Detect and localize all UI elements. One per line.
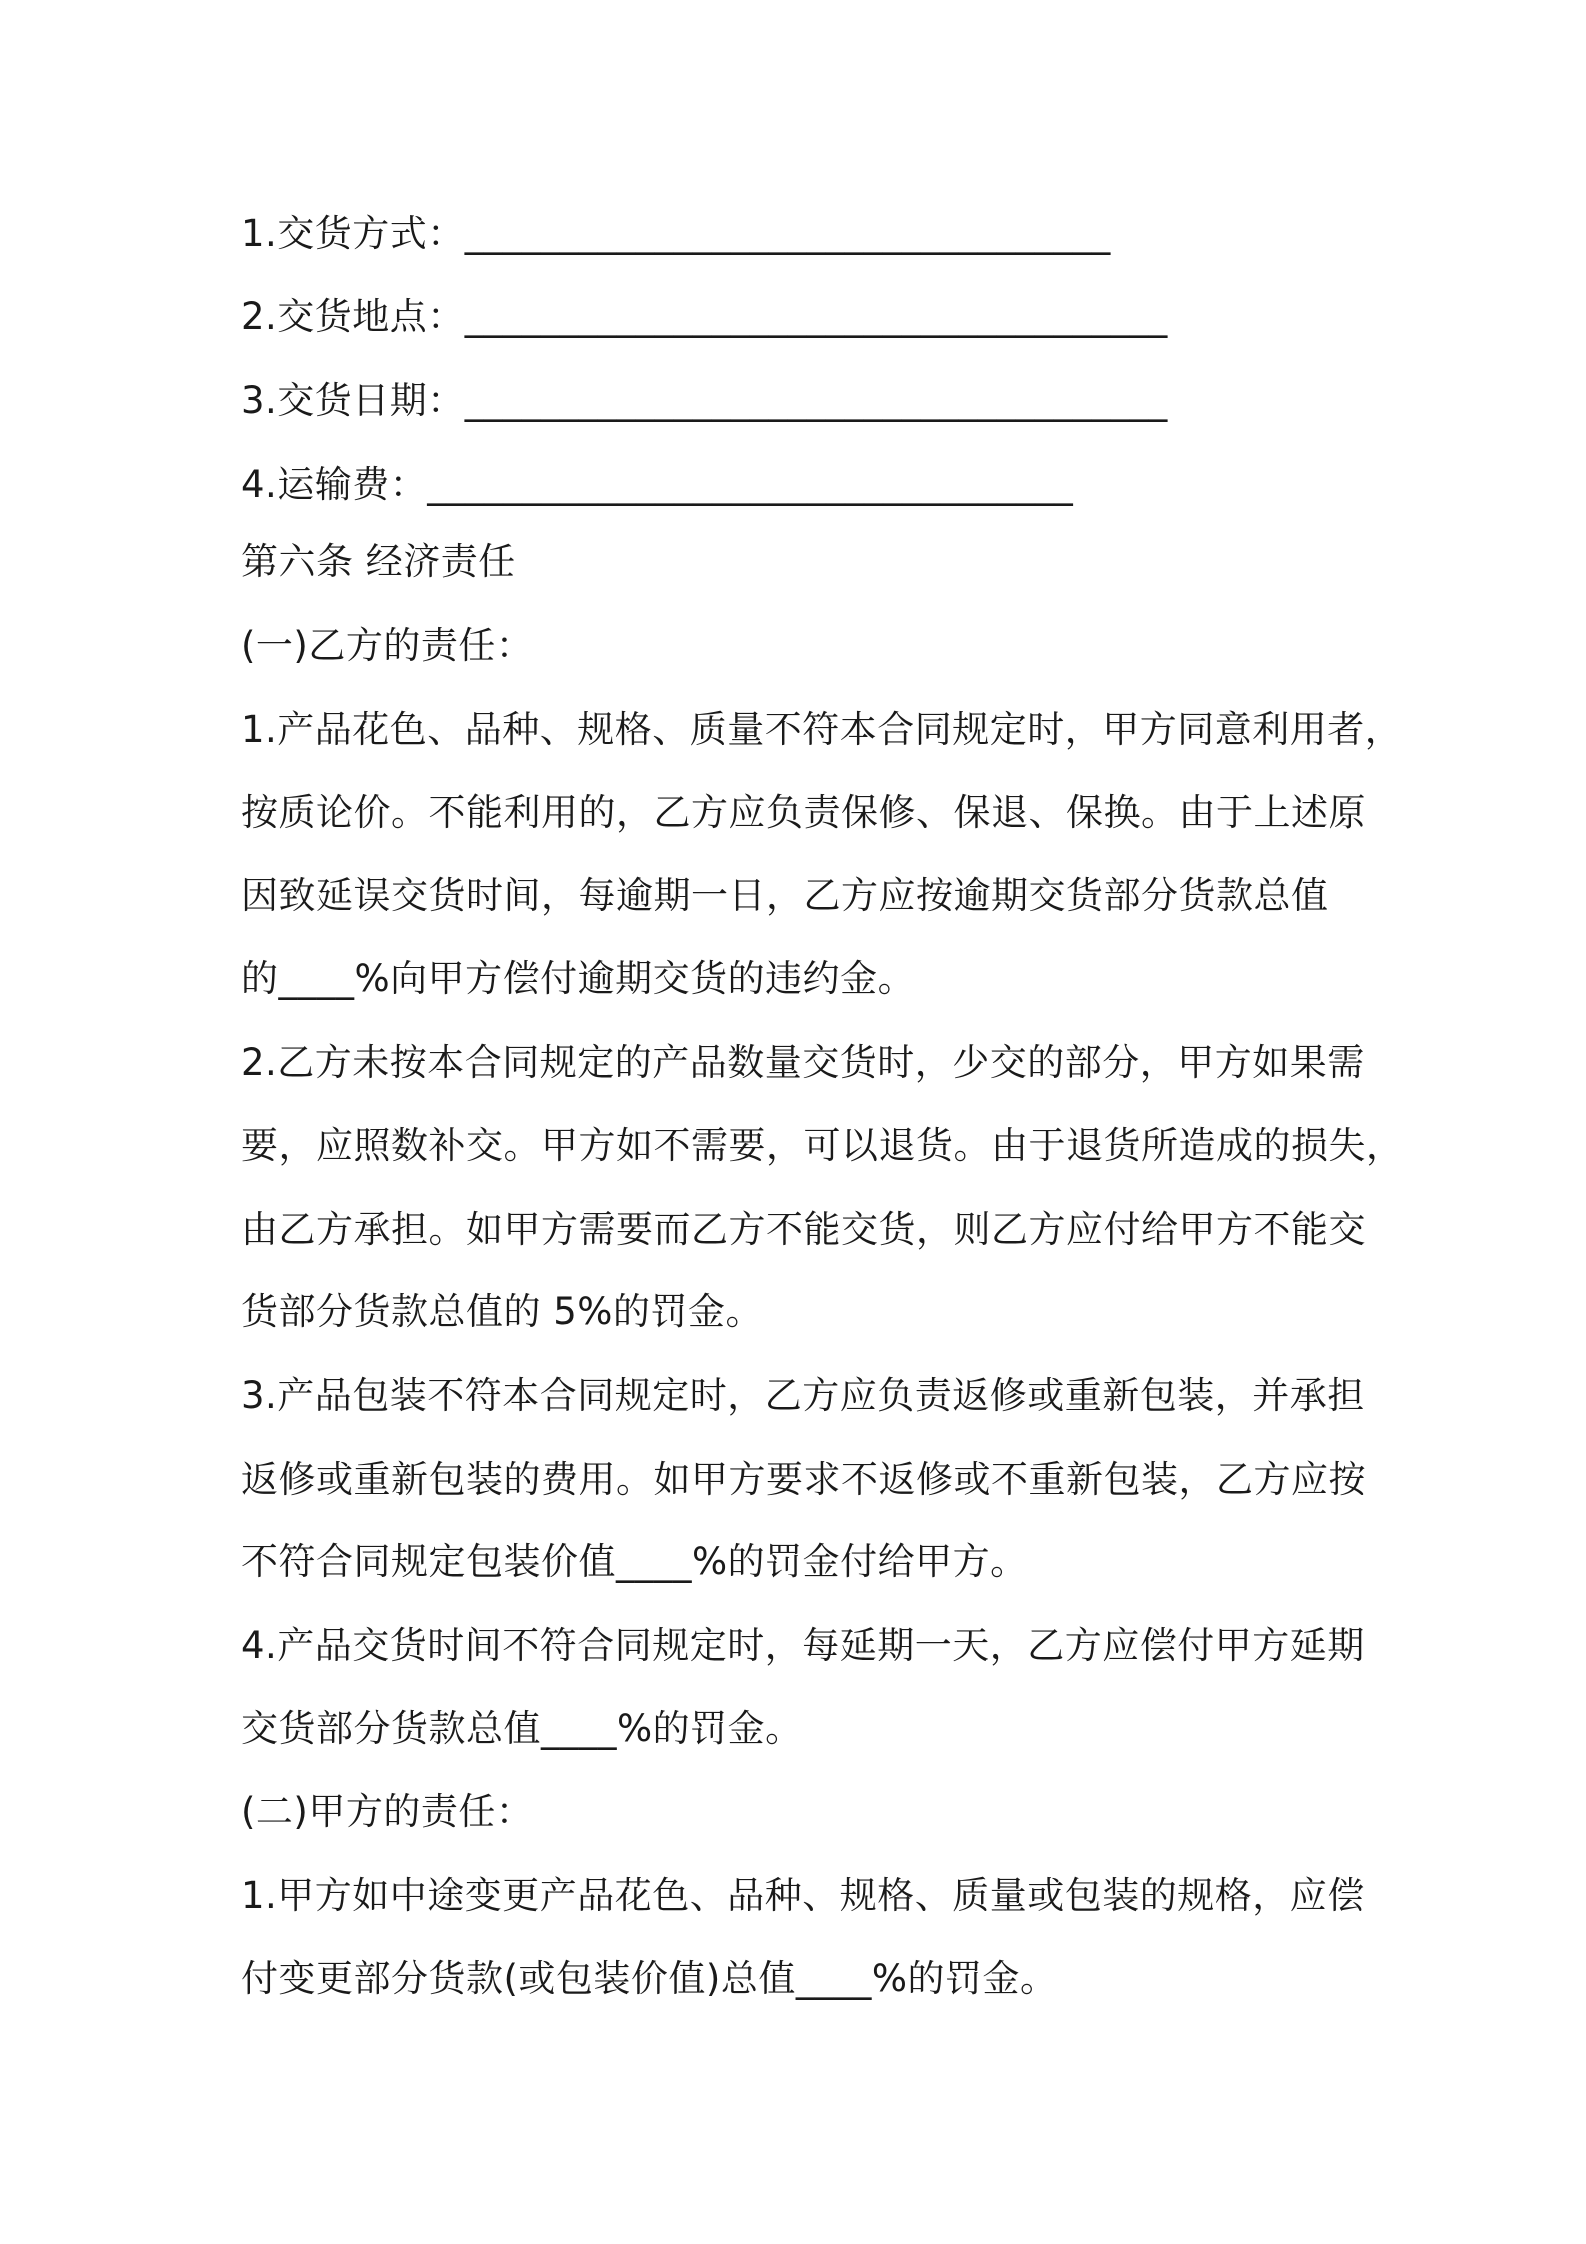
article-six-heading: 第六条 经济责任 — [241, 540, 516, 583]
party-b-heading: (一)乙方的责任： — [241, 624, 534, 667]
paragraph-line: 的____%向甲方偿付逾期交货的违约金。 — [241, 957, 916, 1000]
delivery-date-line: 3.交货日期：_____________________________________ — [241, 379, 1168, 422]
paragraph-line: 1.甲方如中途变更产品花色、品种、规格、质量或包装的规格，应偿 — [241, 1874, 1365, 1917]
paragraph-line: 货部分货款总值的 5%的罚金。 — [241, 1290, 763, 1333]
paragraph-line: 由乙方承担。如甲方需要而乙方不能交货，则乙方应付给甲方不能交 — [241, 1208, 1366, 1251]
delivery-location-line: 2.交货地点：_____________________________________ — [241, 295, 1168, 338]
paragraph-line: 不符合同规定包装价值____%的罚金付给甲方。 — [241, 1540, 1028, 1583]
paragraph-line: 要，应照数补交。甲方如不需要，可以退货。由于退货所造成的损失， — [241, 1124, 1404, 1167]
paragraph-line: 因致延误交货时间，每逾期一日，乙方应按逾期交货部分货款总值 — [241, 874, 1329, 917]
paragraph-line: 付变更部分货款(或包装价值)总值____%的罚金。 — [241, 1957, 1058, 2000]
paragraph-line: 3.产品包装不符本合同规定时，乙方应负责返修或重新包装，并承担 — [241, 1374, 1365, 1417]
paragraph-line: 按质论价。不能利用的，乙方应负责保修、保退、保换。由于上述原 — [241, 791, 1366, 834]
paragraph-line: 交货部分货款总值____%的罚金。 — [241, 1707, 803, 1750]
paragraph-line: 4.产品交货时间不符合同规定时，每延期一天，乙方应偿付甲方延期 — [241, 1624, 1365, 1667]
transport-fee-line: 4.运输费：__________________________________ — [241, 463, 1074, 506]
paragraph-line: 返修或重新包装的费用。如甲方要求不返修或不重新包装，乙方应按 — [241, 1458, 1366, 1501]
paragraph-line: 1.产品花色、品种、规格、质量不符本合同规定时，甲方同意利用者， — [241, 708, 1403, 751]
paragraph-line: 2.乙方未按本合同规定的产品数量交货时，少交的部分，甲方如果需 — [241, 1041, 1365, 1084]
delivery-method-line: 1.交货方式：__________________________________ — [241, 212, 1111, 255]
party-a-heading: (二)甲方的责任： — [241, 1790, 534, 1833]
